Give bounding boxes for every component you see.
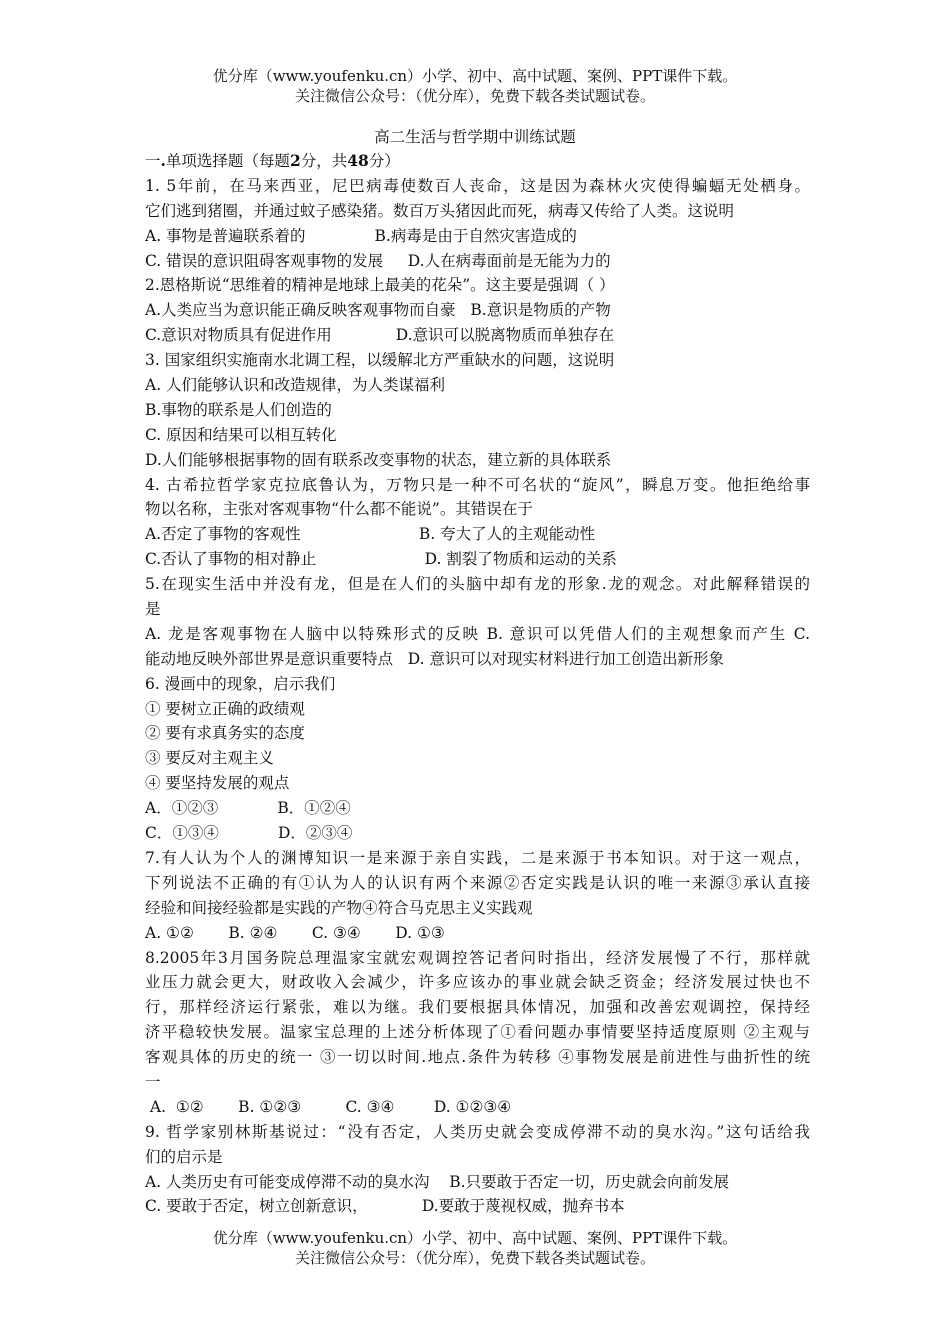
text-line: A. 人类历史有可能变成停滞不动的臭水沟 B.只要敢于否定一切，历史就会向前发展 — [145, 1172, 730, 1191]
text-line: 4. 古希拉哲学家克拉底鲁认为，万物只是一种不可名状的“旋风”，瞬息万变。他拒绝给事 — [145, 475, 810, 494]
text-line: 它们逃到猪圈，并通过蚊子感染猪。数百万头猪因此而死，病毒又传给了人类。这说明 — [145, 201, 735, 220]
text-line: C. 错误的意识阻碍客观事物的发展 D.人在病毒面前是无能为力的 — [145, 251, 611, 270]
text-line: A. 人们能够认识和改造规律，为人类谋福利 — [145, 376, 446, 395]
text-line: A. 事物是普遍联系着的 B.病毒是由于自然灾害造成的 — [145, 226, 577, 245]
text-line: ① 要树立正确的政绩观 — [145, 699, 305, 718]
text-line: 2.恩格斯说“思维着的精神是地球上最美的花朵”。这主要是强调（ ） — [145, 276, 615, 295]
text-line: 行，那样经济运行紧张，难以为继。我们要根据具体情况，加强和改善宏观调控，保持经 — [145, 998, 810, 1017]
text-line: C.否认了事物的相对静止 D. 割裂了物质和运动的关系 — [145, 550, 617, 569]
text-line: 5.在现实生活中并没有龙，但是在人们的头脑中却有龙的形象.龙的观念。对此解释错误的 — [145, 575, 810, 594]
text-line: D.人们能够根据事物的固有联系改变事物的状态，建立新的具体联系 — [145, 450, 612, 469]
question-lines — [145, 174, 810, 1219]
text-line: 下列说法不正确的有①认为人的认识有两个来源②否定实践是认识的唯一来源③承认直接 — [145, 873, 810, 892]
text-line: C．①③④ D．②③④ — [145, 824, 353, 843]
exam-body — [145, 149, 810, 1219]
text-line: 客观具体的历史的统一 ③一切以时间.地点.条件为转移 ④事物发展是前进性与曲折性的统 — [145, 1048, 810, 1067]
text-line: A．①②③ B．①②④ — [145, 799, 351, 818]
text-line: ② 要有求真务实的态度 — [145, 724, 305, 743]
text-line: 济平稳较快发展。温家宝总理的上述分析体现了①看问题办事情要坚持适度原则 ②主观与 — [145, 1023, 810, 1042]
section-suffix: 分） — [368, 152, 400, 170]
text-line: 6. 漫画中的现象，启示我们 — [145, 674, 336, 693]
text-line: 一 — [145, 1072, 161, 1091]
text-line: C.意识对物质具有促进作用 D.意识可以脱离物质而单独存在 — [145, 326, 615, 345]
section-each-points: 2 — [289, 151, 301, 170]
text-line: A. 龙是客观事物在人脑中以特殊形式的反映 B. 意识可以凭借人们的主观想象而产生 C. — [145, 624, 810, 643]
text-line: A.否定了事物的客观性 B. 夸大了人的主观能动性 — [145, 525, 596, 544]
section-mid: 分，共 — [300, 152, 348, 170]
text-line: A. ①② B. ②④ C. ③④ D. ①③ — [145, 923, 445, 942]
section-dot: . — [160, 151, 166, 170]
text-line: C. 原因和结果可以相互转化 — [145, 425, 337, 444]
text-line: A. ①② B. ①②③ C. ③④ D. ①②③④ — [145, 1097, 512, 1116]
section-label: 单项选择题（每题 — [165, 152, 290, 170]
text-line: 是 — [145, 600, 161, 619]
text-line: C. 要敢于否定，树立创新意识， D.要敢于蔑视权威，抛弃书本 — [145, 1197, 625, 1216]
text-line: 7.有人认为个人的渊博知识一是来源于亲自实践，二是来源于书本知识。对于这一观点， — [145, 848, 810, 867]
section-total-points: 48 — [347, 151, 369, 170]
text-line: 9. 哲学家别林斯基说过：“没有否定，人类历史就会变成停滞不动的臭水沟。”这句话给我 — [145, 1122, 810, 1141]
text-line: ④ 要坚持发展的观点 — [145, 774, 290, 793]
text-line: A.人类应当为意识能正确反映客观事物而自豪 B.意识是物质的产物 — [145, 301, 611, 320]
page-title: 高二生活与哲学期中训练试题 — [374, 128, 576, 146]
text-line: 物以名称，主张对客观事物“什么都不能说”。其错误在于 — [145, 500, 533, 519]
section-heading — [145, 149, 810, 174]
text-line: 3. 国家组织实施南水北调工程，以缓解北方严重缺水的问题，这说明 — [145, 351, 615, 370]
text-line: 们的启示是 — [145, 1147, 223, 1166]
text-line: ③ 要反对主观主义 — [145, 749, 274, 768]
text-line: 经验和间接经验都是实践的产物④符合马克思主义实践观 — [145, 898, 533, 917]
footer-line-2: 关注微信公众号：（优分库），免费下载各类试题试卷。 — [294, 1249, 655, 1267]
footer-line-1: 优分库（www.youfenku.cn）小学、初中、高中试题、案例、PPT课件下载。 — [212, 1229, 738, 1247]
text-line: 1. 5年前，在马来西亚，尼巴病毒使数百人丧命，这是因为森林火灾使得蝙蝠无处栖身。 — [145, 176, 810, 195]
text-line: 业压力就会更大，财政收入会减少，许多应该办的事业就会缺乏资金；经济发展过快也不 — [145, 973, 810, 992]
header-line-2: 关注微信公众号：（优分库），免费下载各类试题试卷。 — [294, 87, 655, 105]
text-line: B.事物的联系是人们创造的 — [145, 400, 332, 419]
header-line-1: 优分库（www.youfenku.cn）小学、初中、高中试题、案例、PPT课件下载。 — [212, 67, 738, 85]
text-line: 8.2005年3月国务院总理温家宝就宏观调控答记者问时指出，经济发展慢了不行，那样就 — [145, 948, 810, 967]
text-line: 能动地反映外部世界是意识重要特点 D. 意识可以对现实材料进行加工创造出新形象 — [145, 649, 725, 668]
section-prefix: 一 — [145, 152, 161, 170]
